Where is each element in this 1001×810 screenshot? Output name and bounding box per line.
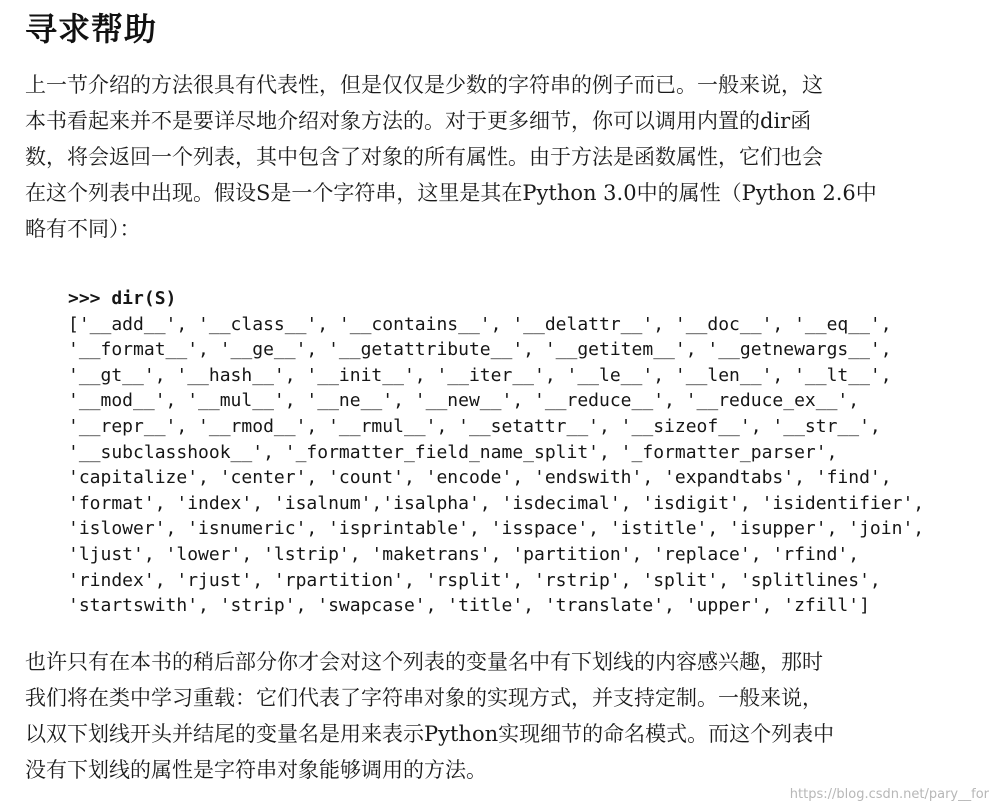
paragraph-line: 略有不同）： [25, 217, 141, 241]
paragraph-line: 在这个列表中出现。假设S是一个字符串，这里是其在Python 3.0中的属性（Python 2.6中 [25, 181, 877, 205]
paragraph-line: 本书看起来并不是要详尽地介绍对象方法的。对于更多细节，你可以调用内置的dir函 [25, 109, 812, 133]
watermark-text: https://blog.csdn.net/pary__for [789, 787, 989, 802]
code-output-line: 'startswith', 'strip', 'swapcase', 'title', 'translate', 'upper', 'zfill'] [68, 595, 870, 617]
code-output-line: '__subclasshook__', '_formatter_field_name_split', '_formatter_parser', [68, 441, 838, 463]
code-output-line: '__gt__', '__hash__', '__init__', '__iter__', '__le__', '__len__', '__lt__', [68, 364, 892, 386]
code-prompt-line: >>> dir(S) [68, 288, 177, 309]
intro-paragraph [25, 67, 987, 247]
paragraph-line: 没有下划线的属性是字符串对象能够调用的方法。 [25, 758, 487, 782]
paragraph-line: 上一节介绍的方法很具有代表性，但是仅仅是少数的字符串的例子而已。一般来说，这 [25, 73, 823, 97]
outro-paragraph [25, 644, 987, 788]
section-title: 寻求帮助 [25, 10, 158, 48]
code-block [68, 286, 924, 619]
code-output-line: '__format__', '__ge__', '__getattribute__', '__getitem__', '__getnewargs__', [68, 339, 892, 361]
code-output-line: ['__add__', '__class__', '__contains__', '__delattr__', '__doc__', '__eq__', [68, 313, 892, 335]
code-output-line: '__mod__', '__mul__', '__ne__', '__new__', '__reduce__', '__reduce_ex__', [68, 390, 860, 412]
paragraph-line: 也许只有在本书的稍后部分你才会对这个列表的变量名中有下划线的内容感兴趣，那时 [25, 650, 823, 674]
code-output-line: 'format', 'index', 'isalnum','isalpha', 'isdecimal', 'isdigit', 'isidentifier', [68, 492, 925, 514]
paragraph-line: 数，将会返回一个列表，其中包含了对象的所有属性。由于方法是函数属性，它们也会 [25, 145, 823, 169]
code-output-line: '__repr__', '__rmod__', '__rmul__', '__setattr__', '__sizeof__', '__str__', [68, 415, 881, 437]
paragraph-line: 以双下划线开头并结尾的变量名是用来表示Python实现细节的命名模式。而这个列表中 [25, 722, 835, 746]
code-output-line: 'islower', 'isnumeric', 'isprintable', 'isspace', 'istitle', 'isupper', 'join', [68, 518, 925, 540]
code-output-line: 'capitalize', 'center', 'count', 'encode', 'endswith', 'expandtabs', 'find', [68, 467, 892, 489]
code-output-line: 'rindex', 'rjust', 'rpartition', 'rsplit', 'rstrip', 'split', 'splitlines', [68, 569, 881, 591]
paragraph-line: 我们将在类中学习重载：它们代表了字符串对象的实现方式，并支持定制。一般来说， [25, 686, 823, 710]
code-output-line: 'ljust', 'lower', 'lstrip', 'maketrans', 'partition', 'replace', 'rfind', [68, 543, 860, 565]
